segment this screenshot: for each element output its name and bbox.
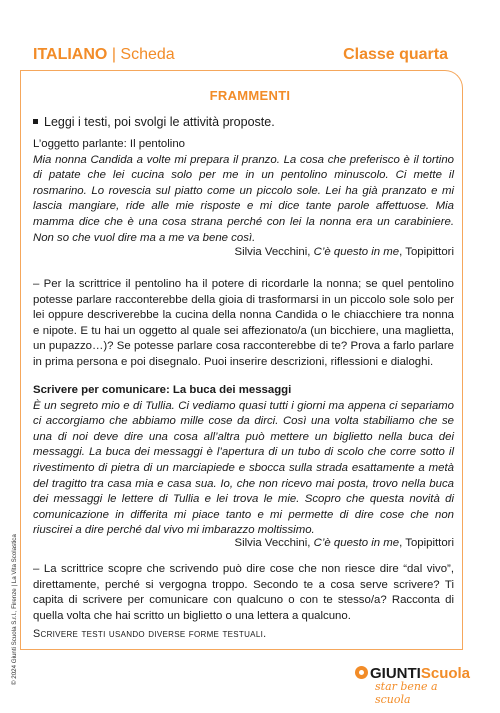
credit-book: C’è questo in me xyxy=(313,246,400,258)
instruction-text: Leggi i testi, poi svolgi le attività proposte. xyxy=(44,115,275,129)
giunti-logo-icon xyxy=(355,666,368,679)
header-subject xyxy=(33,46,175,64)
section-1-activity: – Per la scrittrice il pentolino ha il potere di ricordarle la nonna; se quel pentolino potesse parlare racconterebbe della gioia di trasformarsi in un piccolo sole solo per lei oppure descriverebbe la cucina della nonna Candida o le chiacchiere tra nonna e nipote. E tu hai un oggetto al quale sei affezionato/a (un bicchiere, una maglietta, un pupazzo…)? Se potesse parlare cosa racconterebbe di te? Prova a farlo parlare in prima persona e poi disegnalo. Puoi inserire descrizioni, riflessioni e dialoghi. xyxy=(33,278,454,368)
section-2-credit xyxy=(33,536,454,552)
brand-logo xyxy=(355,665,471,706)
section-2-heading: Scrivere per comunicare: La buca dei messaggi xyxy=(33,384,292,396)
sheet-label: Scheda xyxy=(120,46,175,63)
class-label: Classe quarta xyxy=(343,46,448,63)
subject-label: ITALIANO xyxy=(33,46,108,63)
instruction xyxy=(33,115,275,129)
credit-author: Silvia Vecchini, xyxy=(234,537,311,549)
section-2 xyxy=(33,383,454,539)
brand-name-part1: GIUNTI xyxy=(370,665,421,682)
side-credit: © 2024 Giunti Scuola S.r.l., Firenze | La Vita Scolastica xyxy=(11,534,18,685)
footer-note: Scrivere testi usando diverse forme testuali. xyxy=(33,628,267,640)
credit-book: C’è questo in me xyxy=(313,537,400,549)
section-2-text: È un segreto mio e di Tullia. Ci vediamo quasi tutti i giorni ma appena ci separiamo ci accorgiamo che abbiamo mille cose da dirci. Così una volta stabiliamo che se una di noi deve dire una cosa all’altra può mettere un biglietto nella buca dei messaggi. La buca dei messaggi è l’apertura di un tubo di scolo che corre sotto il rivestimento di pietra di un marciapiede e sbocca sulla strada esattamente a metà del tragitto tra casa mia e casa sua. Io, che non ricevo mai posta, trovo nella buca dei messaggi le lettere di Tullia e lei trova le mie. Scopro che questa novità di comunicazione in differita mi piace tanto e mi permette di dire cose che non riuscirei a dire perché dal vivo mi imbarazzo moltissimo. xyxy=(33,399,454,537)
brand-tagline: star bene a scuola xyxy=(375,680,438,706)
credit-author: Silvia Vecchini, xyxy=(234,246,311,258)
header-separator: | xyxy=(111,46,116,63)
credit-publisher: , Topipittori xyxy=(399,246,454,258)
section-1-credit xyxy=(33,245,454,261)
page-title: FRAMMENTI xyxy=(209,88,291,103)
section-1 xyxy=(33,137,454,246)
section-1-heading: L’oggetto parlante: Il pentolino xyxy=(33,138,185,150)
section-1-text: Mia nonna Candida a volte mi prepara il pranzo. La cosa che preferisco è il tortino di patate che lei cucina solo per me in un pentolino minuscolo. Ci mette il rosmarino. Lo rovescia sul piatto come un piccolo sole. Lei ha già pranzato e mi lascia mangiare, ride alle mie risposte e mi dice tante parole affettuose. Mia mamma dice che è una cosa strana perché con lei la nonna era un carabiniere. Non so che vuol dire ma a me va bene così. xyxy=(33,153,454,244)
bullet-icon xyxy=(33,119,38,124)
section-2-activity: – La scrittrice scopre che scrivendo può dire cose che non riesce dire “dal vivo”, direttamente, perché si vergogna troppo. Secondo te a cosa serve scrivere? Ti capita di scrivere per comunicare con qualcuno o con te stesso/a? Racconta di quella volta che hai scritto un biglietto o una lettera a qualcuno. xyxy=(33,563,454,622)
credit-publisher: , Topipittori xyxy=(399,537,454,549)
brand-name-part2: Scuola xyxy=(420,665,471,682)
